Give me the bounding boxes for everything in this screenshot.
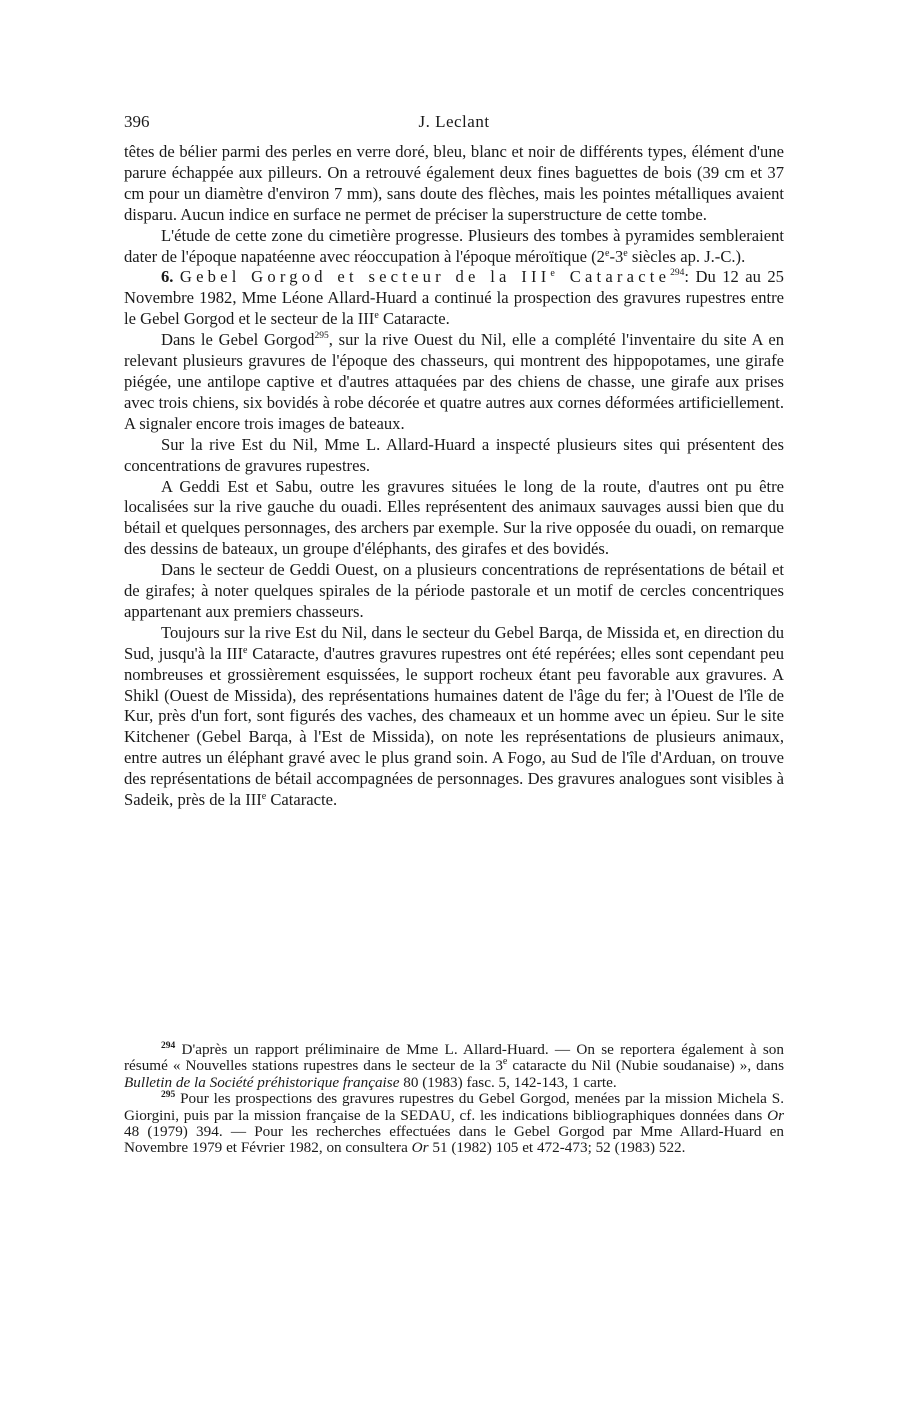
paragraph-2-text: L'étude de cette zone du cimetière progresse. Plusieurs des tombes à pyramides sembleraient dater de l'époque napatéenne avec réoccupation à l'époque méroïtique (2 [124,225,784,266]
superscript: e [604,247,610,259]
paragraph-6-text: A Geddi Est et Sabu, outre les gravures situées le long de la route, d'autres ont pu être localisées sur la rive gauche du ouadi. Elles représentent des animaux sauvages aussi bien que du bétail et quelques personnages, des archers par exemple. Sur la rive opposée du ouadi, on remarque des dessins de bateaux, un groupe d'éléphants, des girafes et des bovidés. [124,476,784,559]
footnote-294 [124,1042,784,1091]
running-title: J. Leclant [418,112,490,131]
superscript: e [261,791,267,803]
superscript: e [502,1056,508,1068]
footnote-295-journal-abbrev: Or [411,1139,429,1157]
section-6-title-text: Cataracte [559,267,671,287]
paragraph-4-text: Dans le Gebel Gorgod [161,330,315,350]
footnote-295-mark: 295 [161,1090,176,1101]
footnote-294-text: 80 (1983) fasc. 5, 142-143, 1 carte. [399,1073,617,1091]
section-6-paragraph [124,267,784,330]
footnote-ref-295[interactable]: 295 [314,331,329,342]
superscript: e [374,310,379,322]
paragraph-8-text: Toujours sur la rive Est du Nil, dans le secteur du Gebel Barqa, de Missida et, en direction du Sud, jusqu'à la III [124,622,784,663]
paragraph-7-text: Dans le secteur de Geddi Ouest, on a plusieurs concentrations de représentations de bétail et de girafes; à noter quelques spirales de la période pastorale et un motif de cercles concentriques appartenant aux premiers chasseurs. [124,560,784,621]
footnote-295-text: 51 (1982) 105 et 472-473; 52 (1983) 522. [428,1139,686,1157]
footnote-295-text: 48 (1979) 394. — Pour les recherches effectuées dans le Gebel Gorgod par Mme Allard-Huard en Novembre 1979 et Février 1982, on consultera [124,1123,784,1157]
paragraph-5-text: Sur la rive Est du Nil, Mme L. Allard-Huard a inspecté plusieurs sites qui présentent des concentrations de gravures rupestres. [124,434,784,475]
footnote-294-mark: 294 [161,1041,176,1051]
paragraph-3-text: Cataracte. [378,309,450,329]
paragraph-6 [124,477,784,561]
paragraph-1-text: têtes de bélier parmi des perles en verre doré, bleu, blanc et noir de différents types, élément d'une parure échappée aux pilleurs. On a retrouvé également deux fines baguettes de bois (39 cm et 37 cm pour un diamètre d'environ 7 mm), sans doute des flèches, mais les pointes métalliques avaient disparu. Aucun indice en surface ne permet de préciser la superstructure de cette tombe. [124,142,784,224]
superscript: e [550,268,560,280]
superscript: e [243,644,248,656]
paragraph-4 [124,330,784,435]
paragraph-7 [124,560,784,623]
paragraph-3-text: Du 12 au 25 Novembre 1982, Mme Léone Allard-Huard a continué la prospection des gravures rupestres entre le Gebel Gorgod et le secteur de la III [124,267,784,329]
body-text [124,142,784,811]
footnotes [124,1042,784,1157]
paragraph-2-text: -3 [609,246,624,266]
paragraph-8-text: Cataracte, d'autres gravures rupestres ont été repérées; elles sont cependant peu nombreuses et grossièrement esquissées, le support rocheux étant peu favorable aux gravures. A Shikl (Ouest de Missida), des représentations humaines datent de l'âge du fer; à l'Ouest de l'île de Kur, près d'un fort, sont figurés des vaches, des chameaux et un homme avec un épieu. Sur le site Kitchener (Gebel Barqa, à l'Est de Missida), on note les représentations de plusieurs animaux, entre autres un éléphant gravé avec le plus grand soin. A Fogo, au Sud de l'île d'Arduan, on trouve des représentations de bétail accompagnées de personnages. Des gravures analogues sont visibles à Sadeik, près de la III [124,643,784,810]
footnote-294-journal-title: Bulletin de la Société préhistorique française [124,1073,400,1091]
section-6-colon: : [684,267,690,287]
paragraph-4-text: , sur la rive Ouest du Nil, elle a complété l'inventaire du site A en relevant plusieurs gravures de l'époque des chasseurs, qui montrent des hippopotames, une girafe piégée, une antilope captive et d'autres attaquées par des chiens de chasse, une girafe aux prises avec trois chiens, six bovidés à robe décorée et quatre autres aux cornes déformées artificiellement. A signaler encore trois images de bateaux. [124,330,784,433]
footnote-295-journal-abbrev: Or [767,1106,784,1124]
page [124,112,784,811]
footnote-ref-294[interactable]: 294 [670,268,685,279]
footnote-294-text: D'après un rapport préliminaire de Mme L. Allard-Huard. — On se reportera également à son résumé « Nouvelles stations rupestres dans le secteur de la 3 [124,1041,784,1075]
footnote-295 [124,1091,784,1157]
paragraph-8 [124,623,784,811]
page-number: 396 [124,112,150,131]
paragraph-1 [124,142,784,226]
paragraph-2 [124,226,784,268]
section-6-title-text: Gebel Gorgod et secteur de la III [179,267,551,287]
superscript: e [623,247,628,259]
footnote-295-text: Pour les prospections des gravures rupestres du Gebel Gorgod, menées par la mission Michela S. Giorgini, puis par la mission française de la SEDAU, cf. les indications bibliographiques données dans [124,1090,784,1124]
paragraph-2-text: siècles ap. J.-C.). [627,246,746,266]
section-6-title [180,267,670,286]
paragraph-5 [124,435,784,477]
running-head [124,112,784,142]
section-6-number: 6. [161,267,174,287]
footnote-294-text: cataracte du Nil (Nubie soudanaise) », dans [507,1057,784,1075]
paragraph-8-text: Cataracte. [266,790,338,810]
